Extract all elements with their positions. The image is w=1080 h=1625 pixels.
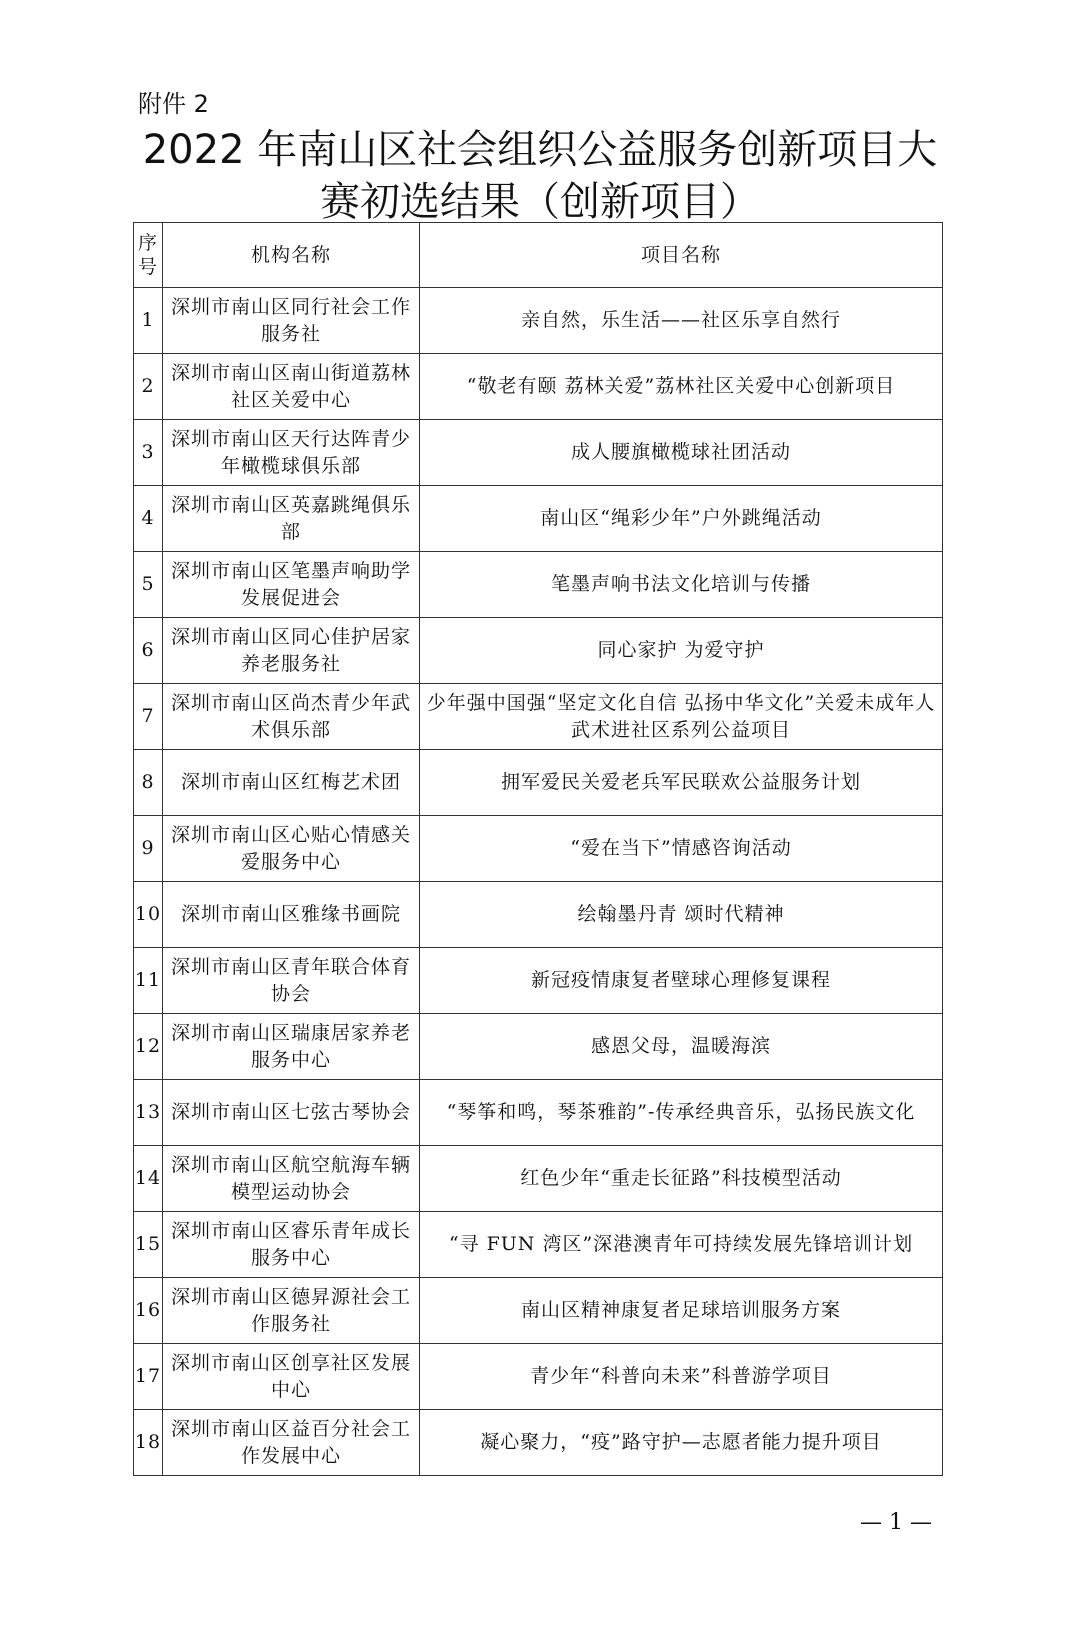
row-org: 深圳市南山区雅缘书画院: [163, 882, 420, 948]
row-seq: 1: [134, 288, 163, 354]
row-project: 亲自然，乐生活——社区乐享自然行: [420, 288, 943, 354]
page-number: — 1 —: [860, 1510, 932, 1535]
row-seq: 7: [134, 684, 163, 750]
row-org: 深圳市南山区英嘉跳绳俱乐部: [163, 486, 420, 552]
row-seq: 8: [134, 750, 163, 816]
table-row: [134, 750, 943, 816]
row-seq: 17: [134, 1344, 163, 1410]
row-org: 深圳市南山区同心佳护居家养老服务社: [163, 618, 420, 684]
row-project: “琴筝和鸣，琴茶雅韵”-传承经典音乐，弘扬民族文化: [420, 1080, 943, 1146]
row-seq: 3: [134, 420, 163, 486]
row-seq: 13: [134, 1080, 163, 1146]
row-org: 深圳市南山区心贴心情感关爱服务中心: [163, 816, 420, 882]
row-project: 青少年“科普向未来”科普游学项目: [420, 1344, 943, 1410]
table-row: [134, 1146, 943, 1212]
row-project: 红色少年“重走长征路”科技模型活动: [420, 1146, 943, 1212]
table-row: [134, 1410, 943, 1476]
row-org: 深圳市南山区航空航海车辆模型运动协会: [163, 1146, 420, 1212]
row-org: 深圳市南山区青年联合体育协会: [163, 948, 420, 1014]
row-project: “敬老有颐 荔林关爱”荔林社区关爱中心创新项目: [420, 354, 943, 420]
header-org: 机构名称: [163, 223, 420, 288]
row-seq: 14: [134, 1146, 163, 1212]
table-row: [134, 552, 943, 618]
table-header-row: [134, 223, 943, 288]
row-seq: 9: [134, 816, 163, 882]
header-seq: [134, 223, 163, 288]
table-row: [134, 420, 943, 486]
results-table: [133, 222, 943, 1476]
row-project: 南山区“绳彩少年”户外跳绳活动: [420, 486, 943, 552]
row-org: 深圳市南山区同行社会工作服务社: [163, 288, 420, 354]
title-line-1: 2022 年南山区社会组织公益服务创新项目大: [142, 127, 938, 173]
row-project: 南山区精神康复者足球培训服务方案: [420, 1278, 943, 1344]
row-seq: 12: [134, 1014, 163, 1080]
table-row: [134, 882, 943, 948]
title-line-2: 赛初选结果（创新项目）: [320, 179, 760, 225]
row-org: 深圳市南山区南山街道荔林社区关爱中心: [163, 354, 420, 420]
row-project: 成人腰旗橄榄球社团活动: [420, 420, 943, 486]
row-seq: 15: [134, 1212, 163, 1278]
row-project: 拥军爱民关爱老兵军民联欢公益服务计划: [420, 750, 943, 816]
row-seq: 4: [134, 486, 163, 552]
table-row: [134, 1014, 943, 1080]
row-org: 深圳市南山区益百分社会工作发展中心: [163, 1410, 420, 1476]
row-org: 深圳市南山区笔墨声响助学发展促进会: [163, 552, 420, 618]
row-project: 绘翰墨丹青 颂时代精神: [420, 882, 943, 948]
row-seq: 11: [134, 948, 163, 1014]
header-seq-line-1: 序: [137, 232, 158, 254]
table-row: [134, 288, 943, 354]
row-project: 感恩父母，温暖海滨: [420, 1014, 943, 1080]
row-org: 深圳市南山区七弦古琴协会: [163, 1080, 420, 1146]
row-org: 深圳市南山区尚杰青少年武术俱乐部: [163, 684, 420, 750]
row-project: 少年强中国强“坚定文化自信 弘扬中华文化”关爱未成年人武术进社区系列公益项目: [420, 684, 943, 750]
table-row: [134, 354, 943, 420]
row-project: 凝心聚力，“疫”路守护—志愿者能力提升项目: [420, 1410, 943, 1476]
row-seq: 2: [134, 354, 163, 420]
row-project: 笔墨声响书法文化培训与传播: [420, 552, 943, 618]
row-project: 新冠疫情康复者壁球心理修复课程: [420, 948, 943, 1014]
table-row: [134, 684, 943, 750]
table-row: [134, 948, 943, 1014]
table-row: [134, 618, 943, 684]
table-row: [134, 816, 943, 882]
row-org: 深圳市南山区创享社区发展中心: [163, 1344, 420, 1410]
table-row: [134, 1080, 943, 1146]
row-seq: 5: [134, 552, 163, 618]
table-row: [134, 1278, 943, 1344]
row-seq: 10: [134, 882, 163, 948]
row-project: “爱在当下”情感咨询活动: [420, 816, 943, 882]
row-org: 深圳市南山区睿乐青年成长服务中心: [163, 1212, 420, 1278]
row-project: “寻 FUN 湾区”深港澳青年可持续发展先锋培训计划: [420, 1212, 943, 1278]
row-org: 深圳市南山区天行达阵青少年橄榄球俱乐部: [163, 420, 420, 486]
row-seq: 16: [134, 1278, 163, 1344]
table-row: [134, 1344, 943, 1410]
row-project: 同心家护 为爱守护: [420, 618, 943, 684]
header-project: 项目名称: [420, 223, 943, 288]
row-org: 深圳市南山区红梅艺术团: [163, 750, 420, 816]
table-row: [134, 1212, 943, 1278]
document-title: [100, 124, 980, 228]
table-row: [134, 486, 943, 552]
row-org: 深圳市南山区瑞康居家养老服务中心: [163, 1014, 420, 1080]
row-org: 深圳市南山区德昇源社会工作服务社: [163, 1278, 420, 1344]
header-seq-line-2: 号: [137, 256, 158, 278]
row-seq: 18: [134, 1410, 163, 1476]
row-seq: 6: [134, 618, 163, 684]
attachment-label: 附件 2: [138, 90, 209, 118]
